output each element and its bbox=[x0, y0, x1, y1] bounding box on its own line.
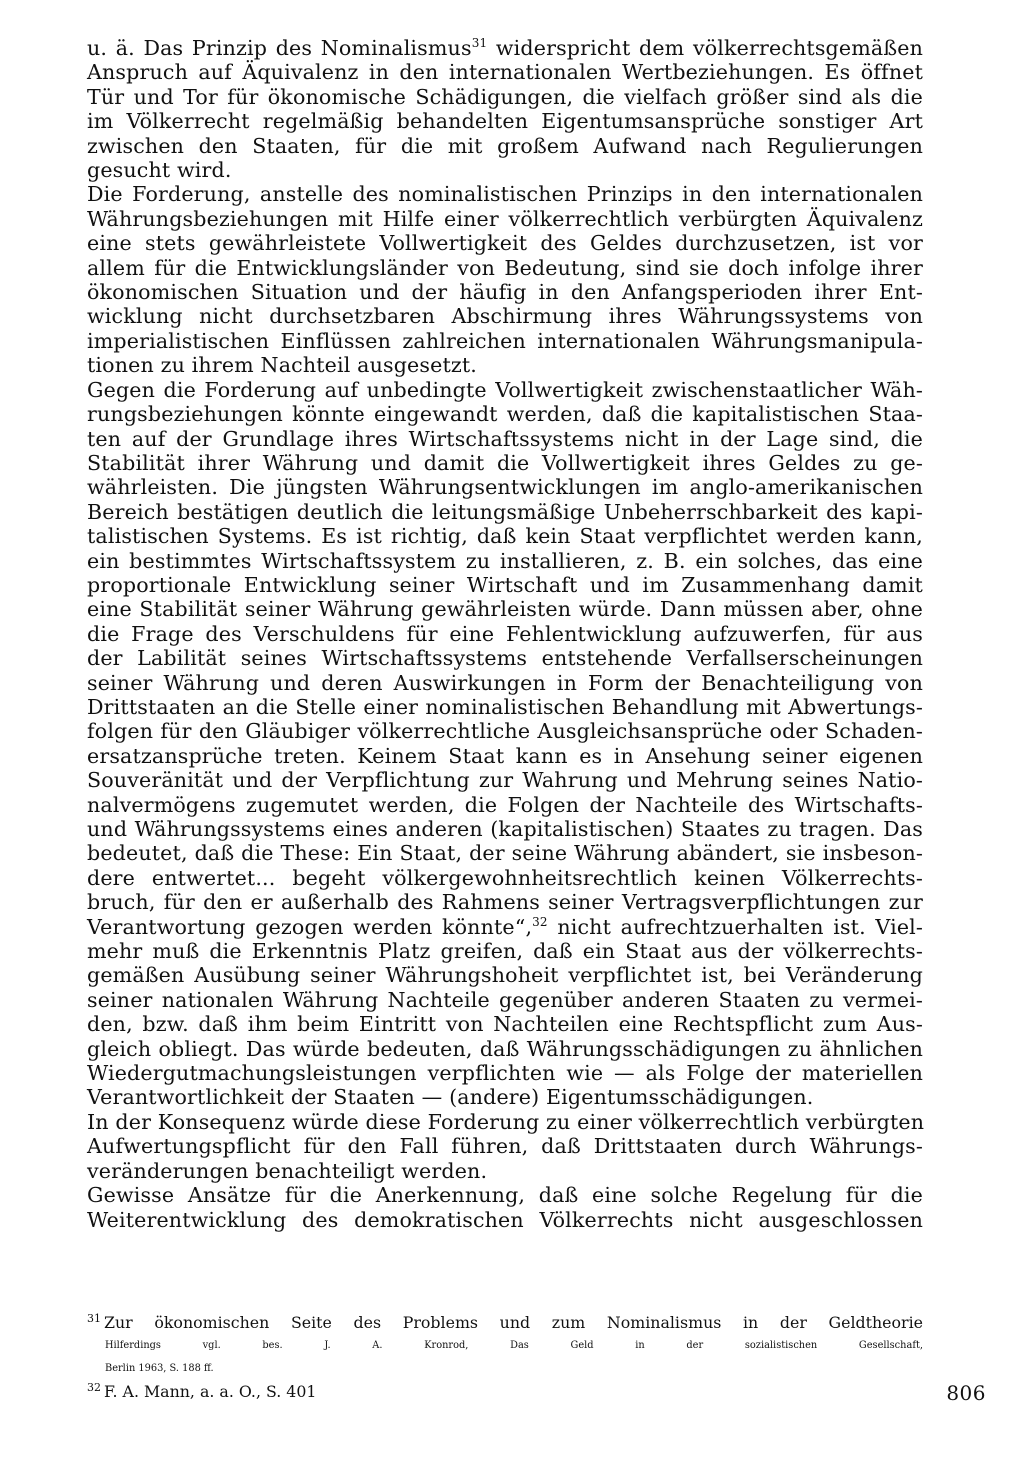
text-segment: Währungsbeziehungen mit Hilfe einer völkerrechtlich verbürgten Äquivalenz bbox=[87, 206, 923, 231]
text-line bbox=[87, 427, 923, 451]
text-segment: ein bestimmtes Wirtschaftssystem zu installieren, z. B. ein solches, das eine bbox=[87, 548, 923, 573]
text-line bbox=[87, 841, 923, 865]
text-segment: veränderungen benachteiligt werden. bbox=[87, 1158, 488, 1183]
text-line bbox=[87, 1085, 923, 1109]
text-line bbox=[87, 109, 923, 133]
text-segment: Aufwertungspflicht für den Fall führen, daß Drittstaaten durch Währungs- bbox=[87, 1134, 923, 1159]
text-segment: imperialistischen Einflüssen zahlreichen internationalen Währungsmanipula- bbox=[87, 328, 923, 353]
text-line bbox=[87, 939, 923, 963]
text-segment: nicht aufrechtzuerhalten ist. Viel- bbox=[547, 914, 924, 939]
text-segment: bedeutet, daß die These: Ein Staat, der seine Währung abändert, sie insbeson- bbox=[87, 841, 923, 866]
text-segment: währleisten. Die jüngsten Währungsentwicklungen im anglo-amerikanischen bbox=[87, 475, 923, 500]
text-segment: folgen für den Gläubiger völkerrechtliche Ausgleichsansprüche oder Schaden- bbox=[87, 719, 923, 744]
text-segment: Bereich bestätigen deutlich die leitungsmäßige Unbeherrschbarkeit des kapi- bbox=[87, 499, 923, 524]
text-segment: Die Forderung, anstelle des nominalistischen Prinzips in den internationalen bbox=[87, 182, 923, 207]
text-line bbox=[87, 378, 923, 402]
text-segment: wicklung nicht durchsetzbaren Abschirmung ihres Währungssystems von bbox=[87, 304, 923, 329]
text-segment: ten auf der Grundlage ihres Wirtschaftssystems nicht in der Lage sind, die bbox=[87, 426, 923, 451]
footnote-number: 31 bbox=[87, 1312, 101, 1325]
text-line bbox=[87, 719, 923, 743]
text-line bbox=[87, 646, 923, 670]
footnote-line bbox=[87, 1357, 923, 1380]
text-segment: Gegen die Forderung auf unbedingte Vollwertigkeit zwischenstaatlicher Wäh- bbox=[87, 377, 923, 402]
text-line bbox=[87, 85, 923, 109]
text-segment: der Labilität seines Wirtschaftssystems entstehende Verfallserscheinungen bbox=[87, 646, 923, 671]
text-segment: proportionale Entwicklung seiner Wirtschaft und im Zusammenhang damit bbox=[87, 572, 923, 597]
footnote-text: Zur ökonomischen Seite des Problems und zum Nominalismus in der Geldtheorie bbox=[104, 1313, 923, 1332]
text-line bbox=[87, 622, 923, 646]
text-segment: talistischen Systems. Es ist richtig, daß kein Staat verpflichtet werden kann, bbox=[87, 524, 923, 549]
text-line bbox=[87, 280, 923, 304]
text-segment: Stabilität ihrer Währung und damit die Vollwertigkeit ihres Geldes zu ge- bbox=[87, 450, 923, 475]
text-line bbox=[87, 768, 923, 792]
text-line bbox=[87, 793, 923, 817]
text-segment: ersatzansprüche treten. Keinem Staat kann es in Ansehung seiner eigenen bbox=[87, 743, 923, 768]
text-segment: nalvermögens zugemutet werden, die Folgen der Nachteile des Wirtschafts- bbox=[87, 792, 923, 817]
text-segment: tionen zu ihrem Nachteil ausgesetzt. bbox=[87, 353, 477, 378]
text-segment: die Frage des Verschuldens für eine Fehlentwicklung aufzuwerfen, für aus bbox=[87, 621, 923, 646]
text-line bbox=[87, 36, 923, 60]
text-segment: eine stets gewährleistete Vollwertigkeit des Geldes durchzusetzen, ist vor bbox=[87, 231, 923, 256]
text-line bbox=[87, 500, 923, 524]
text-line bbox=[87, 744, 923, 768]
text-segment: zwischen den Staaten, für die mit großem Aufwand nach Regulierungen bbox=[87, 133, 923, 158]
text-segment: gleich obliegt. Das würde bedeuten, daß Währungsschädigungen zu ähnlichen bbox=[87, 1036, 923, 1061]
text-segment: Verantwortlichkeit der Staaten — (andere) Eigentumsschädigungen. bbox=[87, 1085, 814, 1110]
footnote-text: F. A. Mann, a. a. O., S. 401 bbox=[104, 1382, 317, 1401]
body-text bbox=[87, 36, 923, 1232]
text-line bbox=[87, 231, 923, 255]
text-line bbox=[87, 1061, 923, 1085]
text-line bbox=[87, 573, 923, 597]
text-line bbox=[87, 1037, 923, 1061]
text-segment: Souveränität und der Verpflichtung zur Wahrung und Mehrung seines Natio- bbox=[87, 768, 923, 793]
text-line bbox=[87, 134, 923, 158]
text-line bbox=[87, 1208, 923, 1232]
text-line bbox=[87, 1183, 923, 1207]
text-segment: bruch, für den er außerhalb des Rahmens seiner Vertragsverpflichtungen zur bbox=[87, 890, 923, 915]
text-segment: dere entwertet... begeht völkergewohnheitsrechtlich keinen Völkerrechts- bbox=[87, 865, 923, 890]
text-segment: Weiterentwicklung des demokratischen Völkerrechts nicht ausgeschlossen bbox=[87, 1207, 923, 1232]
text-line bbox=[87, 817, 923, 841]
footnote-text: Hilferdings vgl. bes. J. A. Kronrod, Das Geld in der sozialistischen Gesellschaft, bbox=[105, 1340, 923, 1351]
text-segment: allem für die Entwicklungsländer von Bedeutung, sind sie doch infolge ihrer bbox=[87, 255, 923, 280]
text-line bbox=[87, 158, 923, 182]
text-segment: seiner nationalen Währung Nachteile gegenüber anderen Staaten zu vermei- bbox=[87, 987, 923, 1012]
text-line bbox=[87, 207, 923, 231]
text-segment: seiner Währung und deren Auswirkungen in Form der Benachteiligung von bbox=[87, 670, 923, 695]
text-segment: Anspruch auf Äquivalenz in den internationalen Wertbeziehungen. Es öffnet bbox=[87, 60, 923, 85]
footnote-reference: 32 bbox=[532, 914, 548, 929]
text-segment: widerspricht dem völkerrechtsgemäßen bbox=[487, 36, 923, 60]
text-segment: Gewisse Ansätze für die Anerkennung, daß eine solche Regelung für die bbox=[87, 1183, 923, 1208]
text-line bbox=[87, 915, 923, 939]
text-segment: eine Stabilität seiner Währung gewährleisten würde. Dann müssen aber, ohne bbox=[87, 597, 923, 622]
paragraph bbox=[87, 378, 923, 1110]
footnote bbox=[87, 1311, 923, 1380]
paragraph bbox=[87, 36, 923, 182]
text-line bbox=[87, 549, 923, 573]
text-line bbox=[87, 60, 923, 84]
text-segment: Drittstaaten an die Stelle einer nominalistischen Behandlung mit Abwertungs- bbox=[87, 694, 923, 719]
paragraph bbox=[87, 182, 923, 377]
paragraph bbox=[87, 1183, 923, 1232]
page-number: 806 bbox=[946, 1381, 986, 1405]
text-segment: ökonomischen Situation und der häufig in den Anfangsperioden ihrer Ent- bbox=[87, 280, 923, 305]
text-line bbox=[87, 524, 923, 548]
text-segment: mehr muß die Erkenntnis Platz greifen, daß ein Staat aus der völkerrechts- bbox=[87, 939, 923, 964]
text-line bbox=[87, 402, 923, 426]
text-line bbox=[87, 304, 923, 328]
text-line bbox=[87, 1159, 923, 1183]
footnote-number: 32 bbox=[87, 1381, 101, 1394]
text-line bbox=[87, 866, 923, 890]
footnotes bbox=[87, 1311, 923, 1403]
text-segment: gemäßen Ausübung seiner Währungshoheit verpflichtet ist, bei Veränderung bbox=[87, 963, 923, 988]
footnote-line bbox=[87, 1311, 923, 1334]
footnote-reference: 31 bbox=[471, 36, 488, 50]
paragraph bbox=[87, 1110, 923, 1183]
text-line bbox=[87, 475, 923, 499]
text-segment: gesucht wird. bbox=[87, 158, 232, 183]
text-segment: Verantwortung gezogen werden könnte“, bbox=[87, 914, 533, 939]
footnote-line bbox=[87, 1334, 923, 1357]
text-segment: und Währungssystems eines anderen (kapitalistischen) Staates zu tragen. Das bbox=[87, 817, 923, 841]
text-line bbox=[87, 451, 923, 475]
text-segment: In der Konsequenz würde diese Forderung zu einer völkerrechtlich verbürgten bbox=[87, 1109, 925, 1134]
text-segment: rungsbeziehungen könnte eingewandt werden, daß die kapitalistischen Staa- bbox=[87, 402, 923, 427]
text-line bbox=[87, 1012, 923, 1036]
text-line bbox=[87, 329, 923, 353]
text-line bbox=[87, 890, 923, 914]
text-line bbox=[87, 1134, 923, 1158]
footnote-line bbox=[87, 1380, 923, 1403]
text-line bbox=[87, 695, 923, 719]
text-segment: Tür und Tor für ökonomische Schädigungen, die vielfach größer sind als die bbox=[87, 84, 923, 109]
text-line bbox=[87, 1110, 923, 1134]
text-segment: u. ä. Das Prinzip des Nominalismus bbox=[87, 36, 472, 60]
text-segment: Wiedergutmachungsleistungen verpflichten wie — als Folge der materiellen bbox=[87, 1061, 923, 1086]
text-line bbox=[87, 597, 923, 621]
text-segment: den, bzw. daß ihm beim Eintritt von Nachteilen eine Rechtspflicht zum Aus- bbox=[87, 1012, 923, 1037]
text-segment: im Völkerrecht regelmäßig behandelten Eigentumsansprüche sonstiger Art bbox=[87, 109, 923, 134]
text-line bbox=[87, 963, 923, 987]
text-line bbox=[87, 671, 923, 695]
footnote-text: Berlin 1963, S. 188 ff. bbox=[105, 1363, 214, 1374]
text-line bbox=[87, 182, 923, 206]
text-line bbox=[87, 353, 923, 377]
footnote bbox=[87, 1380, 923, 1403]
text-line bbox=[87, 256, 923, 280]
text-line bbox=[87, 988, 923, 1012]
